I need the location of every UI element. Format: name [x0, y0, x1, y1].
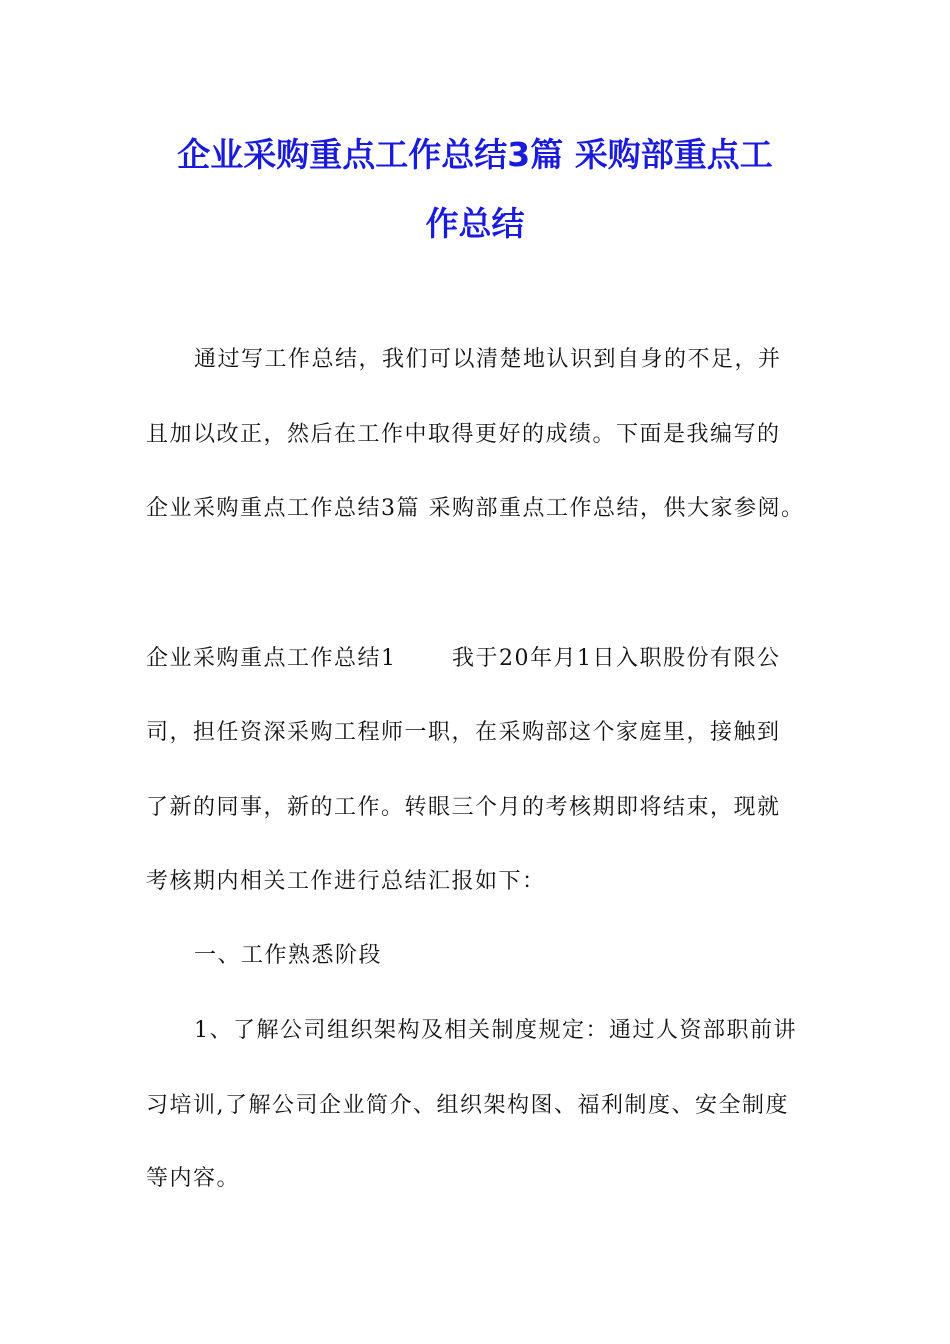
intro-line-3: 企业采购重点工作总结3篇 采购部重点工作总结，供大家参阅。 — [146, 496, 805, 521]
section1-line-2: 司，担任资深采购工程师一职，在采购部这个家庭里，接触到 — [146, 720, 781, 745]
section1-line-4: 考核期内相关工作进行总结汇报如下： — [146, 869, 546, 894]
section1-line-3: 了新的同事，新的工作。转眼三个月的考核期即将结束，现就 — [146, 795, 781, 820]
item1-line-1: 1、了解公司组织架构及相关制度规定：通过人资部职前讲 — [194, 1018, 797, 1043]
item1-line-2: 习培训,了解公司企业简介、组织架构图、福利制度、安全制度 — [146, 1093, 789, 1118]
document-title-line-2: 作总结 — [425, 204, 525, 243]
item1-line-3: 等内容。 — [146, 1166, 241, 1191]
section1-line-1: 企业采购重点工作总结1 我于20年月1日入职股份有限公 — [146, 646, 781, 671]
document-title-line-1: 企业采购重点工作总结3篇 采购部重点工 — [177, 135, 773, 174]
section-heading-1: 一、工作熟悉阶段 — [194, 943, 383, 968]
intro-line-1: 通过写工作总结，我们可以清楚地认识到自身的不足，并 — [194, 347, 782, 372]
intro-line-2: 且加以改正，然后在工作中取得更好的成绩。下面是我编写的 — [146, 422, 781, 447]
